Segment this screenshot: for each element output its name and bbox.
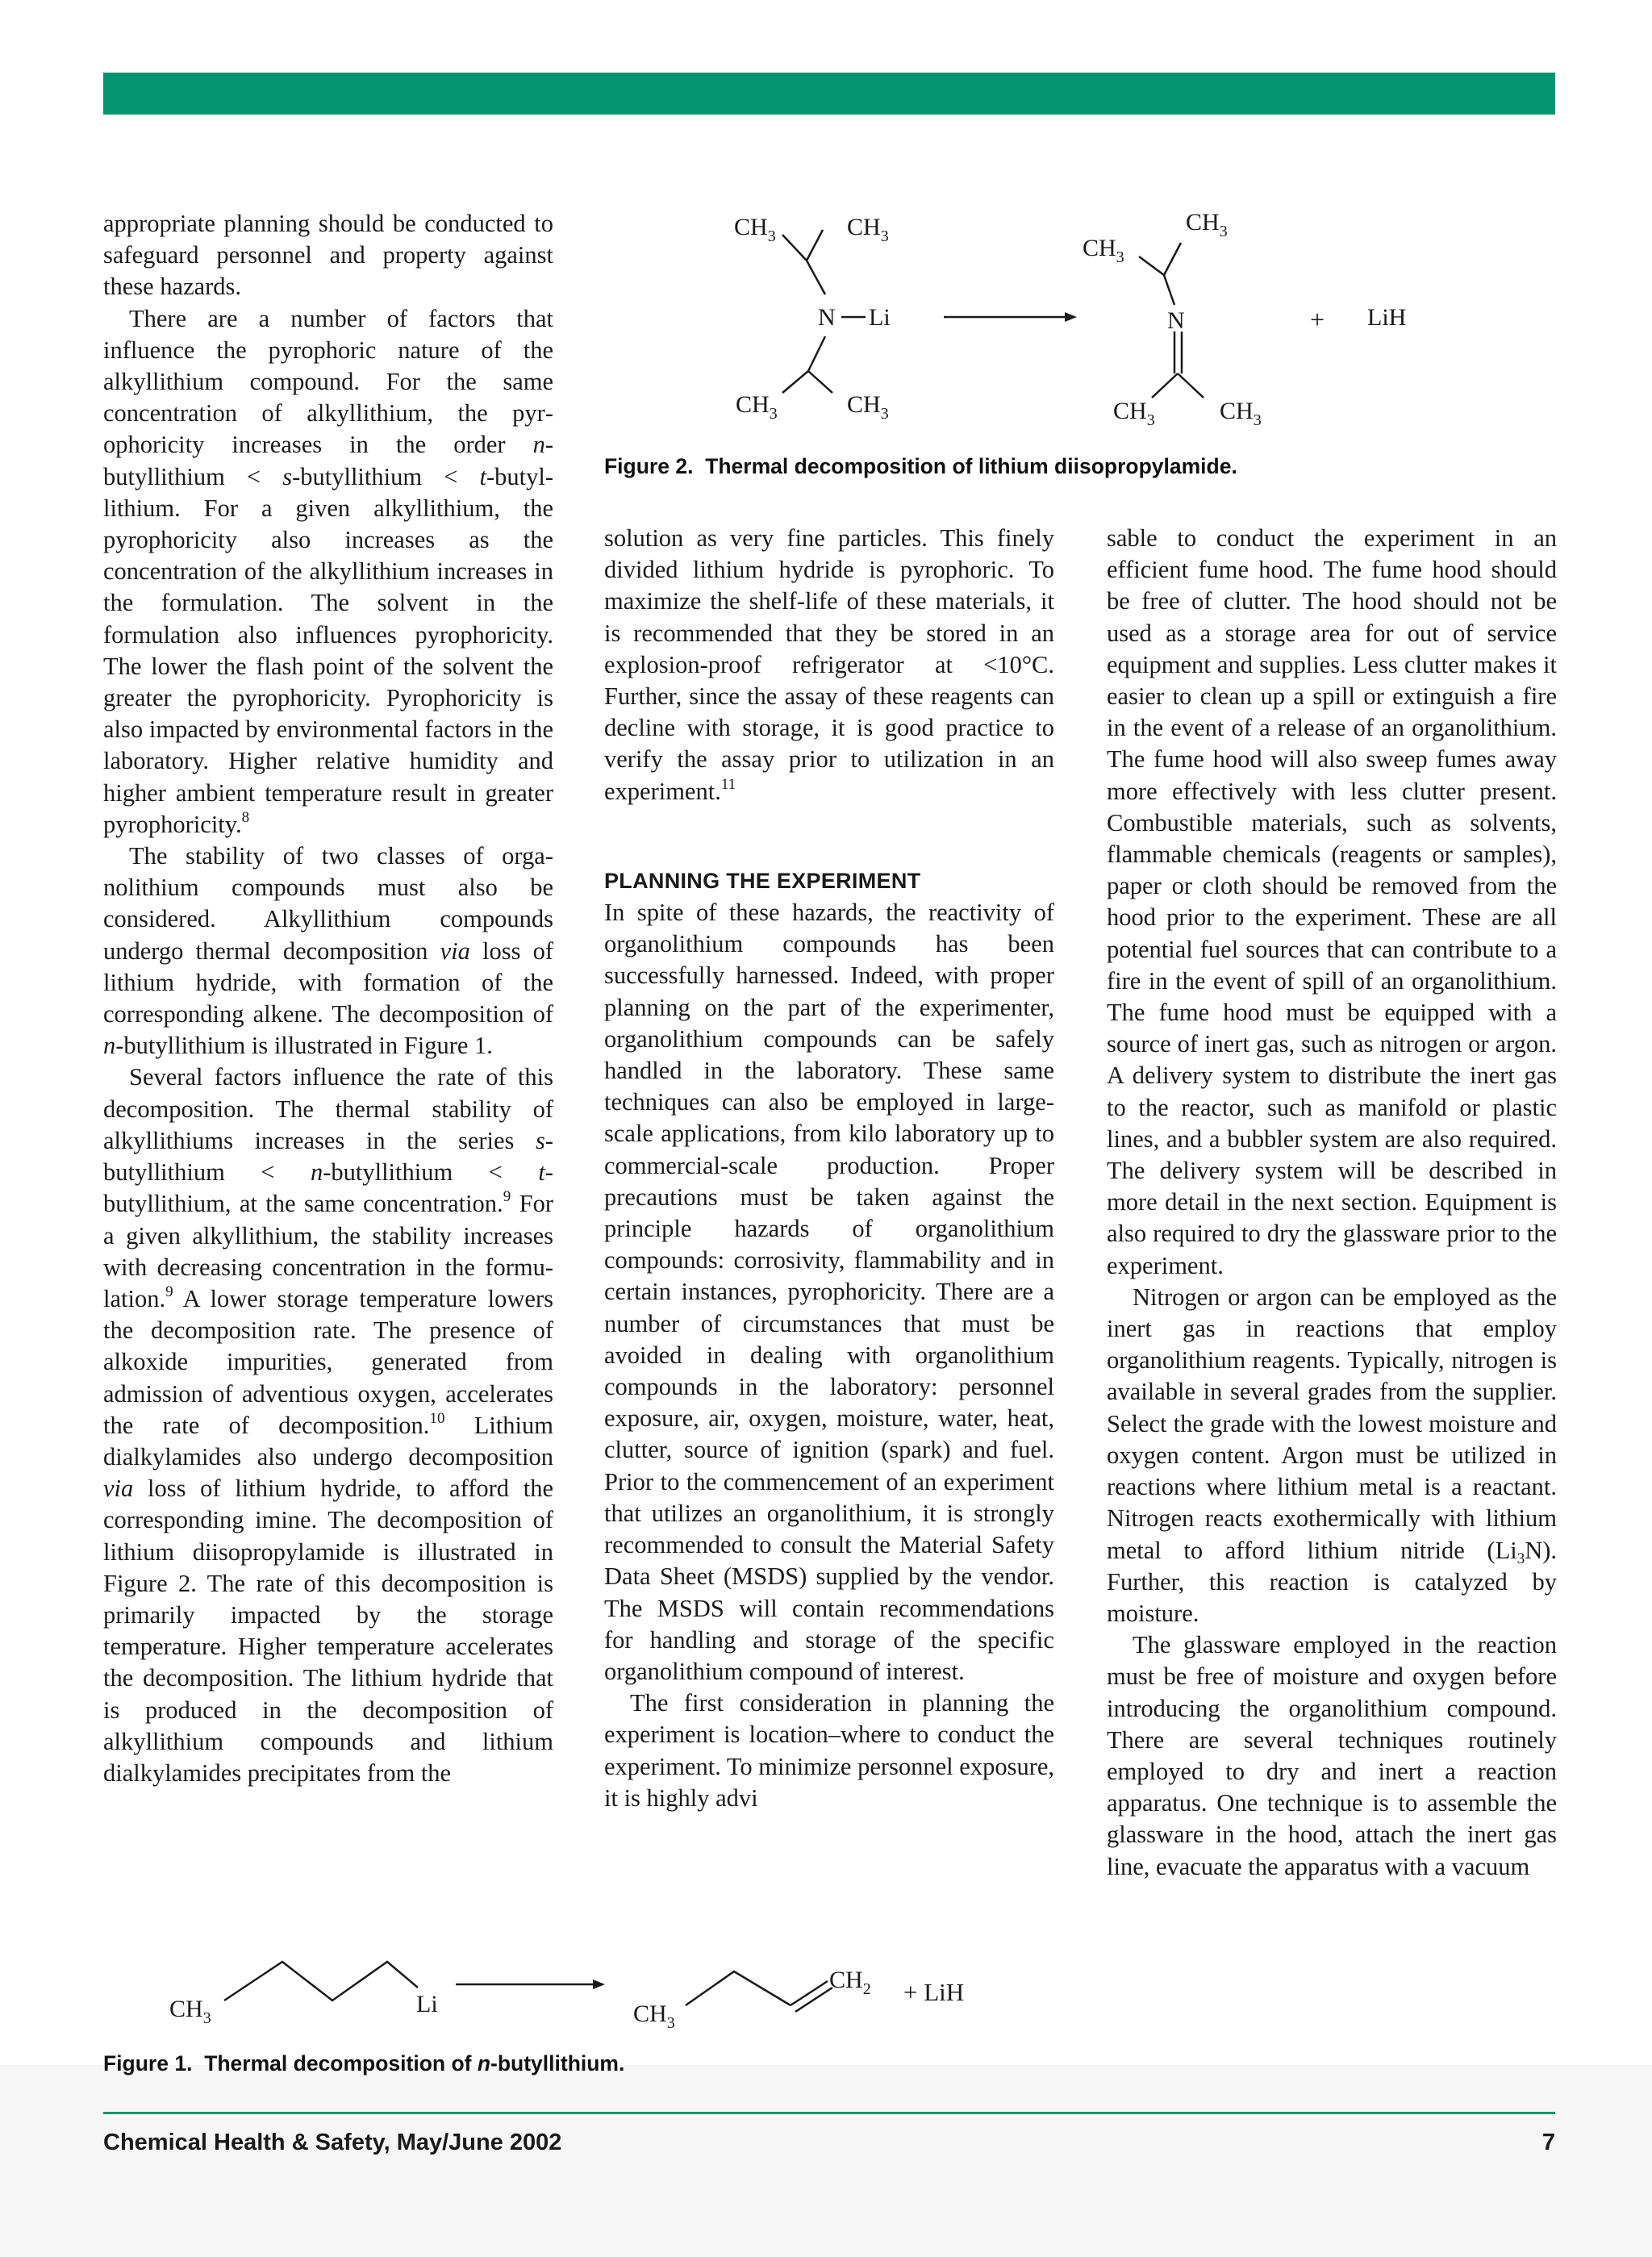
paragraph-text: For a given alkyllithium, the stability increases with decreasing concentration in the formulation. [103, 1190, 553, 1312]
page-number: 7 [1541, 2130, 1555, 2155]
paragraph-text: A lower storage temperature lowers the decomposition rate. The presence of alkoxide impurities, generated from admission of adventious oxygen, accelerates the rate of decomposition. [103, 1284, 553, 1439]
paragraph-text: Nitrogen or argon can be employed as the inert gas in reactions that employ organolithium reagents. Typically, nitrogen is available in several grades from the supplier. Select the grade with the lowest moisture and oxygen content. Argon must be utilized in reactions where lithium metal is a reactant. Nitrogen reacts exothermically with lithium metal to afford lithium nitride (Li [1107, 1283, 1557, 1564]
paragraph-text: There are a number of factors that influence the pyrophoric nature of the alkyllithium compound. For the same concentration of alkyllithium, the pyrophoricity increases in the order [103, 304, 553, 459]
bond [782, 235, 807, 261]
methyl-label: $CH_3$ [1220, 398, 1262, 429]
bond [782, 371, 808, 393]
reference-marker: 9 [503, 1188, 511, 1206]
section-heading: PLANNING THE EXPERIMENT [604, 868, 921, 893]
reference-marker: 9 [165, 1283, 173, 1300]
italic-prefix: s [535, 1126, 545, 1154]
nitrogen-label: N [1167, 307, 1185, 334]
paragraph-text: -butyllithium is illustrated in Figure 1. [115, 1032, 493, 1060]
figure-1-caption [103, 2050, 624, 2076]
nitrogen-label: N [818, 304, 836, 331]
paragraph-text: In spite of these hazards, the reactivity of organolithium compounds has been successfully harnessed. Indeed, with proper planning on the part of the experimenter, organolithium compounds can be safely handled in the laboratory. These same techniques can also be employed in large-scale applications, from kilo laboratory up to commercial-scale production. Proper precautions must be taken against the principle hazards of organolithium compounds: corrosivity, flammability and in certain instances, pyrophoricity. There are a number of circumstances that must be avoided in dealing with organolithium compounds in the laboratory: personnel exposure, air, oxygen, moisture, water, heat, clutter, source of ignition (spark) and fuel. Prior to the commencement of an experiment that utilizes an organolithium, it is strongly recommended to consult the Material Safety Data Sheet (MSDS) supplied by the vendor. The MSDS will contain recommendations for handling and storage of the specific organolithium compound of interest. [604, 899, 1054, 1685]
bond [1178, 373, 1204, 398]
bond [807, 230, 823, 261]
paragraph-text: -butyllithium, at the same concentration. [103, 1158, 553, 1218]
paragraph [103, 1062, 553, 1789]
italic-prefix: n [477, 2051, 491, 2076]
paragraph [604, 897, 1054, 1688]
plus-sign: + [1310, 305, 1325, 334]
methyl-label: $CH_3$ [169, 1996, 211, 2027]
methyl-label: $CH_3$ [1186, 209, 1228, 240]
butyl-chain [224, 1962, 418, 2000]
arrowhead [593, 1980, 605, 1989]
figure-1-scheme [153, 1952, 1024, 2041]
figure-2-scheme [710, 198, 1533, 440]
methylene-label: $CH_2$ [829, 1967, 871, 1998]
bond [1152, 373, 1178, 398]
methyl-label: $CH_3$ [1113, 398, 1155, 429]
paragraph-text: The stability of two classes of organolithium compounds must also be considered. Alkyllithium compounds undergo thermal decomposition [103, 842, 553, 965]
bond [807, 261, 825, 294]
paragraph [1107, 523, 1557, 1282]
paragraph-text: sable to conduct the experiment in an efficient fume hood. The fume hood should be free of clutter. The hood should not be used as a storage area for out of service equipment and supplies. Less clutter makes it easier to clean up a spill or extinguish a fire in the event of a release of an organolithium. The fume hood will also sweep fumes away more effectively with less clutter present. Combustible materials, such as solvents, flammable chemicals (reagents or samples), paper or cloth should be removed from the hood prior to the experiment. These are all potential fuel sources that can contribute to a fire in the event of spill of an organolithium. The fume hood must be equipped with a source of inert gas, such as nitrogen or argon. A delivery system to distribute the inert gas to the reactor, such as manifold or plastic lines, and a bubbler system are also required. The delivery system will be described in more detail in the next section. Equipment is also required to dry the glassware prior to the experiment. [1107, 524, 1557, 1279]
figure-1-structure [153, 1952, 1024, 2041]
methyl-label: $CH_3$ [847, 214, 889, 245]
paragraph [1107, 1282, 1557, 1629]
paragraph-text: -butyllithium < [103, 431, 553, 490]
methyl-label: $CH_3$ [1083, 235, 1124, 266]
italic-prefix: n [103, 1032, 116, 1060]
caption-text: -butyllithium. [490, 2051, 625, 2076]
reference-marker: 8 [241, 808, 250, 826]
bond [808, 371, 832, 393]
italic-word: via [103, 1475, 134, 1503]
paragraph-text: -butyllithium < [323, 1158, 539, 1187]
paragraph [604, 1688, 1054, 1814]
caption-prefix: Figure 2. [604, 454, 694, 478]
figure-2-caption [604, 453, 1237, 479]
methyl-label: $CH_3$ [633, 2000, 675, 2032]
italic-prefix: s [282, 462, 293, 490]
page-bottom-shade [0, 2065, 1652, 2257]
arrowhead [1065, 312, 1077, 322]
caption-prefix: Figure 1. [103, 2051, 193, 2076]
bond [1164, 243, 1181, 275]
paragraph-text: loss of lithium hydride, with formation of the corresponding alkene. The decomposition of [103, 937, 554, 1028]
running-footer-journal: Chemical Health & Safety, May/June 2002 [103, 2130, 562, 2155]
paragraph [103, 303, 553, 841]
caption-text: Thermal decomposition of lithium diisopropylamide. [705, 454, 1237, 478]
text-column-2 [604, 523, 1054, 1814]
italic-prefix: t [538, 1158, 545, 1187]
paragraph-text: solution as very fine particles. This finely divided lithium hydride is pyrophoric. To maximize the shelf-life of these materials, it is recommended that they be stored in an explosion-proof refrigerator at <10°C. Further, since the assay of these reagents can decline with storage, it is good practice to verify the assay prior to utilization in an experiment. [604, 524, 1054, 805]
reference-marker: 11 [720, 775, 736, 793]
plus-lithium-hydride-label: + LiH [903, 1978, 965, 2006]
methyl-label: $CH_3$ [736, 391, 778, 423]
text-column-1 [103, 208, 553, 1789]
alkene-chain [686, 1971, 791, 2005]
figure-2-bonds [782, 230, 1204, 398]
caption-text: Thermal decomposition of [204, 2051, 478, 2076]
subscript: 3 [1516, 1550, 1525, 1567]
paragraph-text: The first consideration in planning the experiment is location–where to conduct the experiment. To minimize personnel exposure, it is highly advi [604, 1689, 1055, 1812]
paragraph-text: Several factors influence the rate of this decomposition. The thermal stability of alkyllithiums increases in the series [103, 1063, 553, 1154]
paragraph-text: -butyllithium. For a given alkyllithium, the pyrophoricity also increases as the concentration of the alkyllithium increases in the formulation. The solvent in the formulation also influences pyrophoricity. The lower the flash point of the solvent the greater the pyrophoricity. Pyrophoricity is also impacted by environmental factors in the laboratory. Higher relative humidity and higher ambient temperature result in greater pyrophoricity. [103, 462, 553, 838]
methyl-label: $CH_3$ [734, 214, 776, 245]
paragraph-text: Lithium dialkylamides also undergo decomposition [103, 1411, 553, 1471]
lithium-label: Li [869, 304, 891, 331]
figure-1-bonds [224, 1962, 832, 2012]
text-column-3 [1107, 523, 1557, 1883]
lithium-label: Li [416, 1991, 438, 2017]
footer-rule [103, 2112, 1555, 2114]
paragraph-text: The glassware employed in the reaction must be free of moisture and oxygen before introducing the organolithium compound. There are several techniques routinely employed to dry and inert a reaction apparatus. One technique is to assemble the glassware in the hood, attach the inert gas line, evacuate the apparatus with a vacuum [1107, 1631, 1557, 1880]
paragraph [1107, 1629, 1557, 1883]
paragraph [103, 208, 553, 303]
italic-prefix: n [532, 431, 545, 459]
reference-marker: 10 [429, 1409, 445, 1427]
italic-prefix: t [479, 462, 486, 490]
italic-word: via [440, 937, 470, 965]
paragraph-text: -butyllithium < [103, 1126, 553, 1187]
paragraph-text: appropriate planning should be conducted to safeguard personnel and property against these hazards. [103, 210, 553, 301]
paragraph [103, 841, 553, 1062]
bond [1139, 257, 1164, 275]
methyl-label: $CH_3$ [847, 391, 889, 423]
bond [1164, 275, 1174, 305]
italic-prefix: n [310, 1158, 323, 1187]
lithium-hydride-label: LiH [1367, 304, 1407, 331]
paragraph [604, 523, 1054, 807]
paragraph-text: loss of lithium hydride, to afford the corresponding imine. The decomposition of lithium diisopropylamide is illustrated in Figure 2. The rate of this decomposition is primarily impacted by the storage temperature. Higher temperature accelerates the decomposition. The lithium hydride that is produced in the decomposition of alkyllithium compounds and lithium dialkylamides precipitates from the [103, 1475, 553, 1787]
paragraph-text: N). Further, this reaction is catalyzed by moisture. [1107, 1536, 1557, 1627]
figure-2-structure [710, 198, 1533, 440]
header-color-band [103, 73, 1555, 115]
bond [808, 336, 825, 371]
paragraph-text: -butyllithium < [292, 462, 480, 490]
